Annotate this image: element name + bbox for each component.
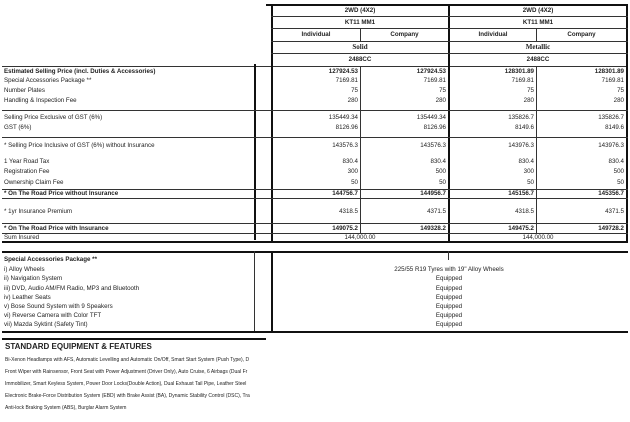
sum-insured-solid: 144,000.00: [344, 234, 376, 241]
buyer-type-company: Company: [390, 31, 419, 38]
paint-type-metallic: Metallic: [525, 43, 551, 51]
accessory-label: vi) Reverse Camera with Color TFT: [4, 312, 102, 319]
row-label: 1 Year Road Tax: [4, 158, 50, 165]
row-value: 4371.5: [605, 208, 624, 215]
row-label: Special Accessories Package **: [4, 77, 92, 84]
row-value: 135826.7: [598, 114, 624, 121]
row-value: 830.4: [430, 158, 446, 165]
accessory-value: Equipped: [435, 303, 463, 310]
row-value: 7169.81: [335, 77, 358, 84]
row-value: 50: [439, 179, 446, 186]
row-label: * Selling Price Inclusive of GST (6%) without Insurance: [4, 142, 155, 149]
row-value: 280: [613, 97, 624, 104]
row-value: 75: [527, 87, 534, 94]
row-value: 280: [347, 97, 358, 104]
row-value: 149475.2: [508, 225, 534, 232]
accessory-label: ii) Navigation System: [4, 275, 63, 282]
row-value: 830.4: [518, 158, 534, 165]
row-value: 149328.2: [420, 225, 446, 232]
row-value: 500: [613, 168, 624, 175]
engine-cc-metallic: 2488CC: [526, 56, 550, 63]
accessory-value: Equipped: [435, 321, 463, 328]
row-label: Registration Fee: [4, 168, 50, 175]
row-label: * On The Road Price with Insurance: [4, 225, 109, 232]
sum-insured-metallic: 144,000.00: [522, 234, 554, 241]
row-value: 4318.5: [515, 208, 534, 215]
row-value: 7169.81: [423, 77, 446, 84]
buyer-type-company: Company: [567, 31, 596, 38]
row-value: 300: [523, 168, 534, 175]
row-value: 8149.6: [605, 124, 624, 131]
paint-type-solid: Solid: [352, 43, 368, 51]
accessory-value: Equipped: [435, 312, 463, 319]
accessory-label: vii) Mazda Syktint (Safety Tint): [4, 321, 88, 328]
drive-type-metallic: 2WD (4X2): [522, 7, 554, 14]
row-label: GST (6%): [4, 124, 32, 131]
buyer-type-individual: Individual: [478, 31, 508, 38]
row-value: 8149.6: [515, 124, 534, 131]
row-value: 128301.89: [594, 68, 624, 75]
row-value: 143976.3: [598, 142, 624, 149]
model-code-solid: KT11 MM1: [344, 19, 376, 26]
feature-line: Immobilizer, Smart Keyless System, Power Door Locks(Double Action), Dual Exhaust Tail Pipe, Leather Steel: [5, 381, 247, 387]
row-value: 8126.96: [423, 124, 446, 131]
row-value: 50: [351, 179, 358, 186]
row-label: Number Plates: [4, 87, 45, 94]
row-value: 135826.7: [508, 114, 534, 121]
row-label: Ownership Claim Fee: [4, 179, 64, 186]
row-value: 280: [435, 97, 446, 104]
feature-line: Front Wiper with Rainsensor, Front Seat with Power Adjustment (Driver Only), Auto Cruise, 6 Airbags (Dual Fr: [5, 369, 248, 375]
row-value: 145156.7: [508, 190, 534, 197]
row-value: 50: [527, 179, 534, 186]
row-value: 127924.53: [416, 68, 446, 75]
row-value: 830.4: [342, 158, 358, 165]
accessory-value: Equipped: [435, 275, 463, 282]
row-value: 8126.96: [335, 124, 358, 131]
row-value: 143576.3: [332, 142, 358, 149]
feature-line: Bi-Xenon Headlamps with AFS, Automatic Levelling and Automatic On/Off, Smart Start System (Push Type), D: [5, 357, 250, 363]
drive-type-solid: 2WD (4X2): [344, 7, 376, 14]
row-value: 143976.3: [508, 142, 534, 149]
row-label: Selling Price Exclusive of GST (6%): [4, 114, 103, 121]
row-value: 4318.5: [339, 208, 358, 215]
standard-equipment-title: STANDARD EQUIPMENT & FEATURES: [5, 342, 152, 351]
row-value: 280: [523, 97, 534, 104]
row-value: 50: [617, 179, 624, 186]
accessories-title: Special Accessories Package **: [4, 256, 97, 263]
row-label: Handling & Inspection Fee: [4, 97, 77, 104]
accessory-label: i) Alloy Wheels: [4, 266, 45, 273]
row-value: 7169.81: [601, 77, 624, 84]
row-value: 300: [347, 168, 358, 175]
row-value: 128301.89: [504, 68, 534, 75]
row-value: 149075.2: [332, 225, 358, 232]
buyer-type-individual: Individual: [301, 31, 331, 38]
row-label: * On The Road Price without Insurance: [4, 190, 119, 197]
row-label: Sum Insured: [4, 234, 40, 241]
row-value: 4371.5: [427, 208, 446, 215]
accessory-label: iii) DVD, Audio AM/FM Radio, MP3 and Bluetooth: [4, 285, 140, 292]
accessory-value: Equipped: [435, 294, 463, 301]
engine-cc-solid: 2488CC: [348, 56, 372, 63]
row-value: 135449.34: [328, 114, 358, 121]
row-value: 75: [439, 87, 446, 94]
row-value: 145356.7: [598, 190, 624, 197]
row-value: 144756.7: [332, 190, 358, 197]
row-value: 75: [617, 87, 624, 94]
accessory-label: iv) Leather Seats: [4, 294, 51, 301]
accessory-value: 225/55 R19 Tyres with 19" Alloy Wheels: [394, 266, 504, 273]
row-value: 149728.2: [598, 225, 624, 232]
row-label: Estimated Selling Price (incl. Duties & Accessories): [4, 68, 156, 75]
accessory-label: v) Bose Sound System with 9 Speakers: [4, 303, 113, 310]
feature-line: Anti-lock Braking System (ABS), Burglar Alarm System: [5, 405, 127, 411]
row-value: 7169.81: [511, 77, 534, 84]
row-value: 830.4: [608, 158, 624, 165]
row-value: 75: [351, 87, 358, 94]
row-value: 144956.7: [420, 190, 446, 197]
row-value: 500: [435, 168, 446, 175]
row-label: * 1yr Insurance Premium: [4, 208, 73, 215]
row-value: 127924.53: [328, 68, 358, 75]
accessory-value: Equipped: [435, 285, 463, 292]
model-code-metallic: KT11 MM1: [522, 19, 554, 26]
feature-line: Electronic Brake-Force Distribution System (EBD) with Brake Assist (BA), Dynamic Stability Control (DSC), Tra: [5, 393, 250, 399]
row-value: 135449.34: [416, 114, 446, 121]
row-value: 143576.3: [420, 142, 446, 149]
